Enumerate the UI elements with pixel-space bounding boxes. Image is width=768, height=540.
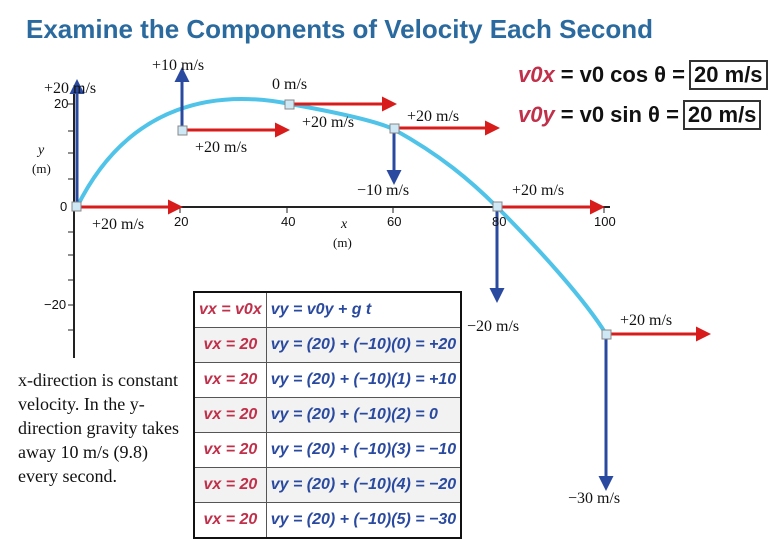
point-t2 xyxy=(285,100,294,109)
t1-vy-label: +10 m/s xyxy=(152,57,205,74)
equals-sign: = xyxy=(560,102,574,127)
table-row xyxy=(194,398,461,433)
velocity-table xyxy=(193,291,462,539)
equals-sign: = xyxy=(560,62,574,87)
v0x-rhs: v0 cos θ = xyxy=(579,62,686,87)
t0-vx-label: +20 m/s xyxy=(92,216,145,233)
table-header-row xyxy=(194,292,461,328)
table-cell-vy: vy = (20) + (−10)(5) = −30 xyxy=(266,503,461,539)
x-axis-unit: (m) xyxy=(333,235,352,250)
page-title: Examine the Components of Velocity Each Second xyxy=(26,14,654,44)
point-t1 xyxy=(178,126,187,135)
y-axis-label: y xyxy=(38,143,45,158)
table-cell-vx: vx = 20 xyxy=(194,328,266,363)
y-tick-20: 20 xyxy=(54,96,69,111)
table-cell-vx: vx = 20 xyxy=(194,433,266,468)
table-header-vy: vy = v0y + g t xyxy=(266,292,461,328)
point-t3 xyxy=(390,124,399,133)
point-t0 xyxy=(72,202,81,211)
v0y-value: 20 m/s xyxy=(683,100,762,130)
t3-vx-label: +20 m/s xyxy=(407,108,460,125)
t4-vx-label: +20 m/s xyxy=(512,182,565,199)
table-cell-vy: vy = (20) + (−10)(3) = −10 xyxy=(266,433,461,468)
x-axis-label: x xyxy=(341,217,348,232)
table-row xyxy=(194,433,461,468)
table-cell-vx: vx = 20 xyxy=(194,503,266,539)
y-axis-unit: (m) xyxy=(32,161,51,176)
t5-vy-label: −30 m/s xyxy=(568,490,621,507)
x-tick-20: 20 xyxy=(174,214,189,229)
table-cell-vy: vy = (20) + (−10)(0) = +20 xyxy=(266,328,461,363)
t5-vx-label: +20 m/s xyxy=(620,312,673,329)
table-cell-vy: vy = (20) + (−10)(1) = +10 xyxy=(266,363,461,398)
y-tick-0: 0 xyxy=(60,199,68,214)
explanation-note: x-direction is constant velocity. In the y-direction gravity takes away 10 m/s (9.8) every second. xyxy=(18,370,179,486)
point-t4 xyxy=(493,202,502,211)
table-row xyxy=(194,503,461,539)
table-header-vx: vx = v0x xyxy=(194,292,266,328)
table-cell-vx: vx = 20 xyxy=(194,468,266,503)
table-row xyxy=(194,363,461,398)
v0x-value: 20 m/s xyxy=(689,60,768,90)
y-tick-neg20: −20 xyxy=(44,297,67,312)
table-cell-vy: vy = (20) + (−10)(2) = 0 xyxy=(266,398,461,433)
x-tick-80: 80 xyxy=(492,214,507,229)
table-row xyxy=(194,328,461,363)
table-cell-vy: vy = (20) + (−10)(4) = −20 xyxy=(266,468,461,503)
t4-vy-label: −20 m/s xyxy=(467,318,520,335)
x-tick-100: 100 xyxy=(594,214,616,229)
t3-vy-label: −10 m/s xyxy=(357,182,410,199)
table-cell-vx: vx = 20 xyxy=(194,398,266,433)
t1-vx-label: +20 m/s xyxy=(195,139,248,156)
v0y-symbol: v0y xyxy=(518,102,555,127)
x-tick-60: 60 xyxy=(387,214,402,229)
point-t5 xyxy=(602,330,611,339)
t2-vx-label: +20 m/s xyxy=(302,114,355,131)
table-cell-vx: vx = 20 xyxy=(194,363,266,398)
v0x-symbol: v0x xyxy=(518,62,555,87)
x-tick-40: 40 xyxy=(281,214,296,229)
t0-vy-label: +20 m/s xyxy=(44,80,97,97)
table-row xyxy=(194,468,461,503)
t2-vy-label: 0 m/s xyxy=(272,76,308,93)
v0y-rhs: v0 sin θ = xyxy=(579,102,679,127)
